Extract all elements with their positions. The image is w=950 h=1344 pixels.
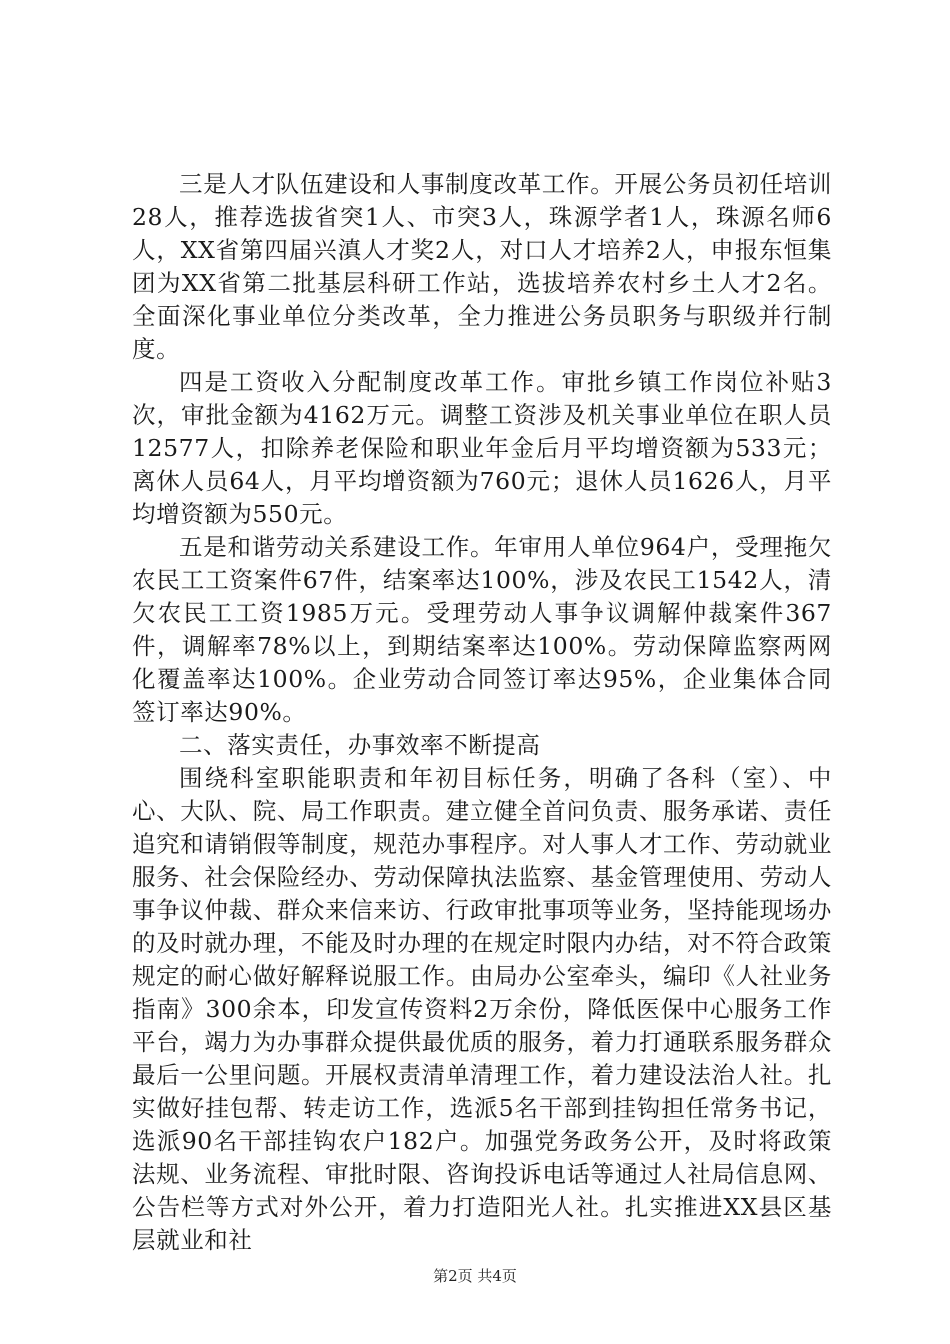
paragraph-responsibility: 围绕科室职能职责和年初目标任务，明确了各科（室）、中心、大队、院、局工作职责。建立健全首问负责、服务承诺、责任追究和请销假等制度，规范办事程序。对人事人才工作、劳动就业服务、社会保险经办、劳动保障执法监察、基金管理使用、劳动人事争议仲裁、群众来信来访、行政审批事项等业务，坚持能现场办的及时就办理，不能及时办理的在规定时限内办结，对不符合政策规定的耐心做好解释说服工作。由局办公室牵头，编印《人社业务指南》300余本，印发宣传资料2万余份，降低医保中心服务工作平台，竭力为办事群众提供最优质的服务，着力打通联系服务群众最后一公里问题。开展权责清单清理工作，着力建设法治人社。扎实做好挂包帮、转走访工作，选派5名干部到挂钩担任常务书记，选派90名干部挂钩农户182户。加强党务政务公开，及时将政策法规、业务流程、审批时限、咨询投诉电话等通过人社局信息网、公告栏等方式对外公开，着力打造阳光人社。扎实推进XX县区基层就业和社	[132, 764, 832, 1254]
document-body	[132, 168, 832, 1257]
section-heading: 二、落实责任，办事效率不断提高	[179, 731, 541, 759]
page-footer: 第2页 共4页	[433, 1267, 517, 1285]
paragraph-labor-relations: 五是和谐劳动关系建设工作。年审用人单位964户，受理拖欠农民工工资案件67件，结案率达100%，涉及农民工1542人，清欠农民工工资1985万元。受理劳动人事争议调解仲裁案件367件，调解率78%以上，到期结案率达100%。劳动保障监察两网化覆盖率达100%。企业劳动合同签订率达95%，企业集体合同签订率达90%。	[132, 533, 832, 726]
paragraph-wage-reform: 四是工资收入分配制度改革工作。审批乡镇工作岗位补贴3次，审批金额为4162万元。调整工资涉及机关事业单位在职人员12577人，扣除养老保险和职业年金后月平均增资额为533元；离休人员64人，月平均增资额为760元；退休人员1626人，月平均增资额为550元。	[132, 368, 832, 528]
paragraph-talent-reform: 三是人才队伍建设和人事制度改革工作。开展公务员初任培训28人，推荐选拔省突1人、市突3人，珠源学者1人，珠源名师6人，XX省第四届兴滇人才奖2人，对口人才培养2人，申报东恒集团为XX省第二批基层科研工作站，选拔培养农村乡土人才2名。全面深化事业单位分类改革，全力推进公务员职务与职级并行制度。	[132, 170, 832, 363]
